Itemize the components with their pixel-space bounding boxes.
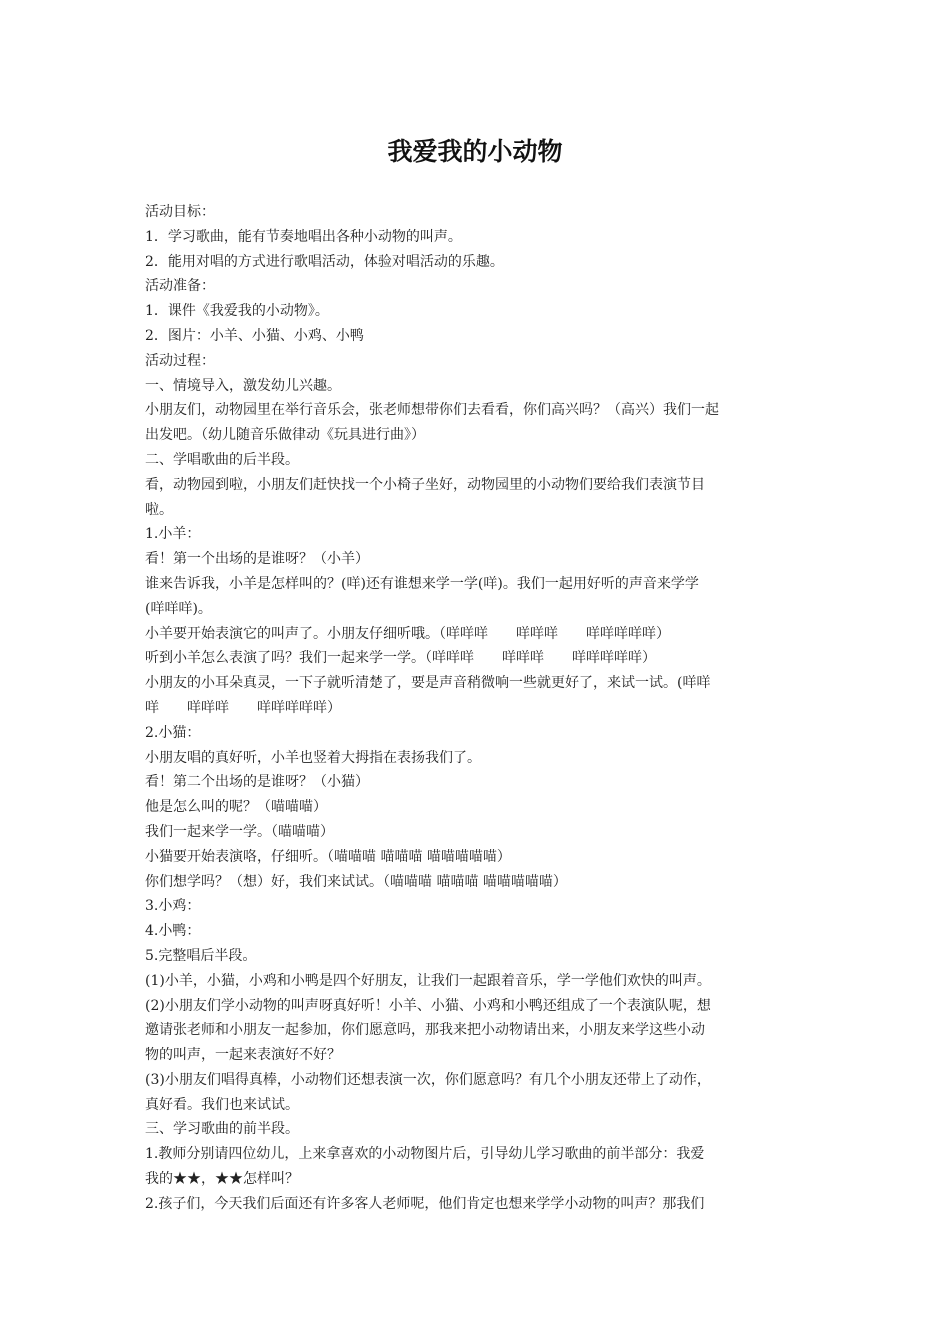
- text-line: 小朋友们，动物园里在举行音乐会，张老师想带你们去看看，你们高兴吗？（高兴）我们一起: [145, 402, 719, 419]
- text-line: (3)小朋友们唱得真棒，小动物们还想表演一次，你们愿意吗？有几个小朋友还带上了动作，: [145, 1071, 711, 1088]
- text-line: 2．能用对唱的方式进行歌唱活动，体验对唱活动的乐趣。: [145, 253, 504, 270]
- text-line: 2.孩子们，今天我们后面还有许多客人老师呢，他们肯定也想来学学小动物的叫声？那我们: [145, 1195, 705, 1212]
- text-line: 活动目标：: [145, 204, 215, 220]
- text-line: 1．课件《我爱我的小动物》。: [145, 303, 329, 320]
- text-line: 我的★★，★★怎样叫？: [145, 1171, 299, 1188]
- text-line: 物的叫声，一起来表演好不好？: [145, 1047, 341, 1064]
- text-line: 小朋友的小耳朵真灵，一下子就听清楚了，要是声音稍微响一些就更好了，来试一试。(咩咩: [145, 675, 711, 692]
- text-line: 小猫要开始表演咯，仔细听。（喵喵喵 喵喵喵 喵喵喵喵喵）: [145, 848, 511, 865]
- text-line: 看！第二个出场的是谁呀？（小猫）: [145, 774, 369, 791]
- document-title: 我爱我的小动物: [387, 137, 563, 166]
- text-line: 邀请张老师和小朋友一起参加，你们愿意吗，那我来把小动物请出来，小朋友来学这些小动: [145, 1022, 705, 1039]
- text-line: 三、学习歌曲的前半段。: [145, 1121, 299, 1138]
- text-line: 听到小羊怎么表演了吗？我们一起来学一学。（咩咩咩 咩咩咩 咩咩咩咩咩）: [145, 650, 656, 667]
- text-line: 2．图片：小羊、小猫、小鸡、小鸭: [145, 327, 364, 344]
- text-line: 看！第一个出场的是谁呀？（小羊）: [145, 551, 369, 568]
- text-line: (1)小羊，小猫，小鸡和小鸭是四个好朋友，让我们一起跟着音乐，学一学他们欢快的叫声。: [145, 972, 711, 989]
- text-line: 他是怎么叫的呢？（喵喵喵）: [145, 799, 327, 816]
- text-line: 1.小羊：: [145, 526, 201, 543]
- text-line: 真好看。我们也来试试。: [145, 1096, 299, 1113]
- text-line: 出发吧。（幼儿随音乐做律动《玩具进行曲》）: [145, 427, 425, 444]
- text-line: 5.完整唱后半段。: [145, 947, 257, 964]
- text-line: 二、学唱歌曲的后半段。: [145, 451, 299, 468]
- text-line: 3.小鸡：: [145, 898, 201, 915]
- text-line: (咩咩咩)。: [145, 600, 212, 617]
- document-body: [145, 200, 810, 1217]
- text-line: 谁来告诉我，小羊是怎样叫的？(咩)还有谁想来学一学(咩)。我们一起用好听的声音来学学: [145, 575, 699, 592]
- text-line: 小羊要开始表演它的叫声了。小朋友仔细听哦。（咩咩咩 咩咩咩 咩咩咩咩咩）: [145, 625, 670, 642]
- text-line: 1.教师分别请四位幼儿，上来拿喜欢的小动物图片后，引导幼儿学习歌曲的前半部分：我爱: [145, 1146, 705, 1163]
- text-line: 你们想学吗？（想）好，我们来试试。（喵喵喵 喵喵喵 喵喵喵喵喵）: [145, 873, 567, 890]
- text-line: 4.小鸭：: [145, 923, 201, 940]
- text-line: 我们一起来学一学。（喵喵喵）: [145, 823, 334, 840]
- text-line: 一、情境导入，激发幼儿兴趣。: [145, 377, 341, 394]
- text-line: 活动过程：: [145, 352, 215, 369]
- text-line: 咩 咩咩咩 咩咩咩咩咩）: [145, 699, 341, 716]
- text-line: 小朋友唱的真好听，小羊也竖着大拇指在表扬我们了。: [145, 749, 481, 766]
- text-line: 活动准备：: [145, 278, 215, 295]
- text-line: 看，动物园到啦，小朋友们赶快找一个小椅子坐好，动物园里的小动物们要给我们表演节目: [145, 476, 705, 493]
- text-line: (2)小朋友们学小动物的叫声呀真好听！小羊、小猫、小鸡和小鸭还组成了一个表演队呢，想: [145, 997, 711, 1014]
- text-line: 2.小猫：: [145, 724, 201, 741]
- text-line: 1．学习歌曲，能有节奏地唱出各种小动物的叫声。: [145, 228, 462, 245]
- text-line: 啦。: [145, 501, 173, 518]
